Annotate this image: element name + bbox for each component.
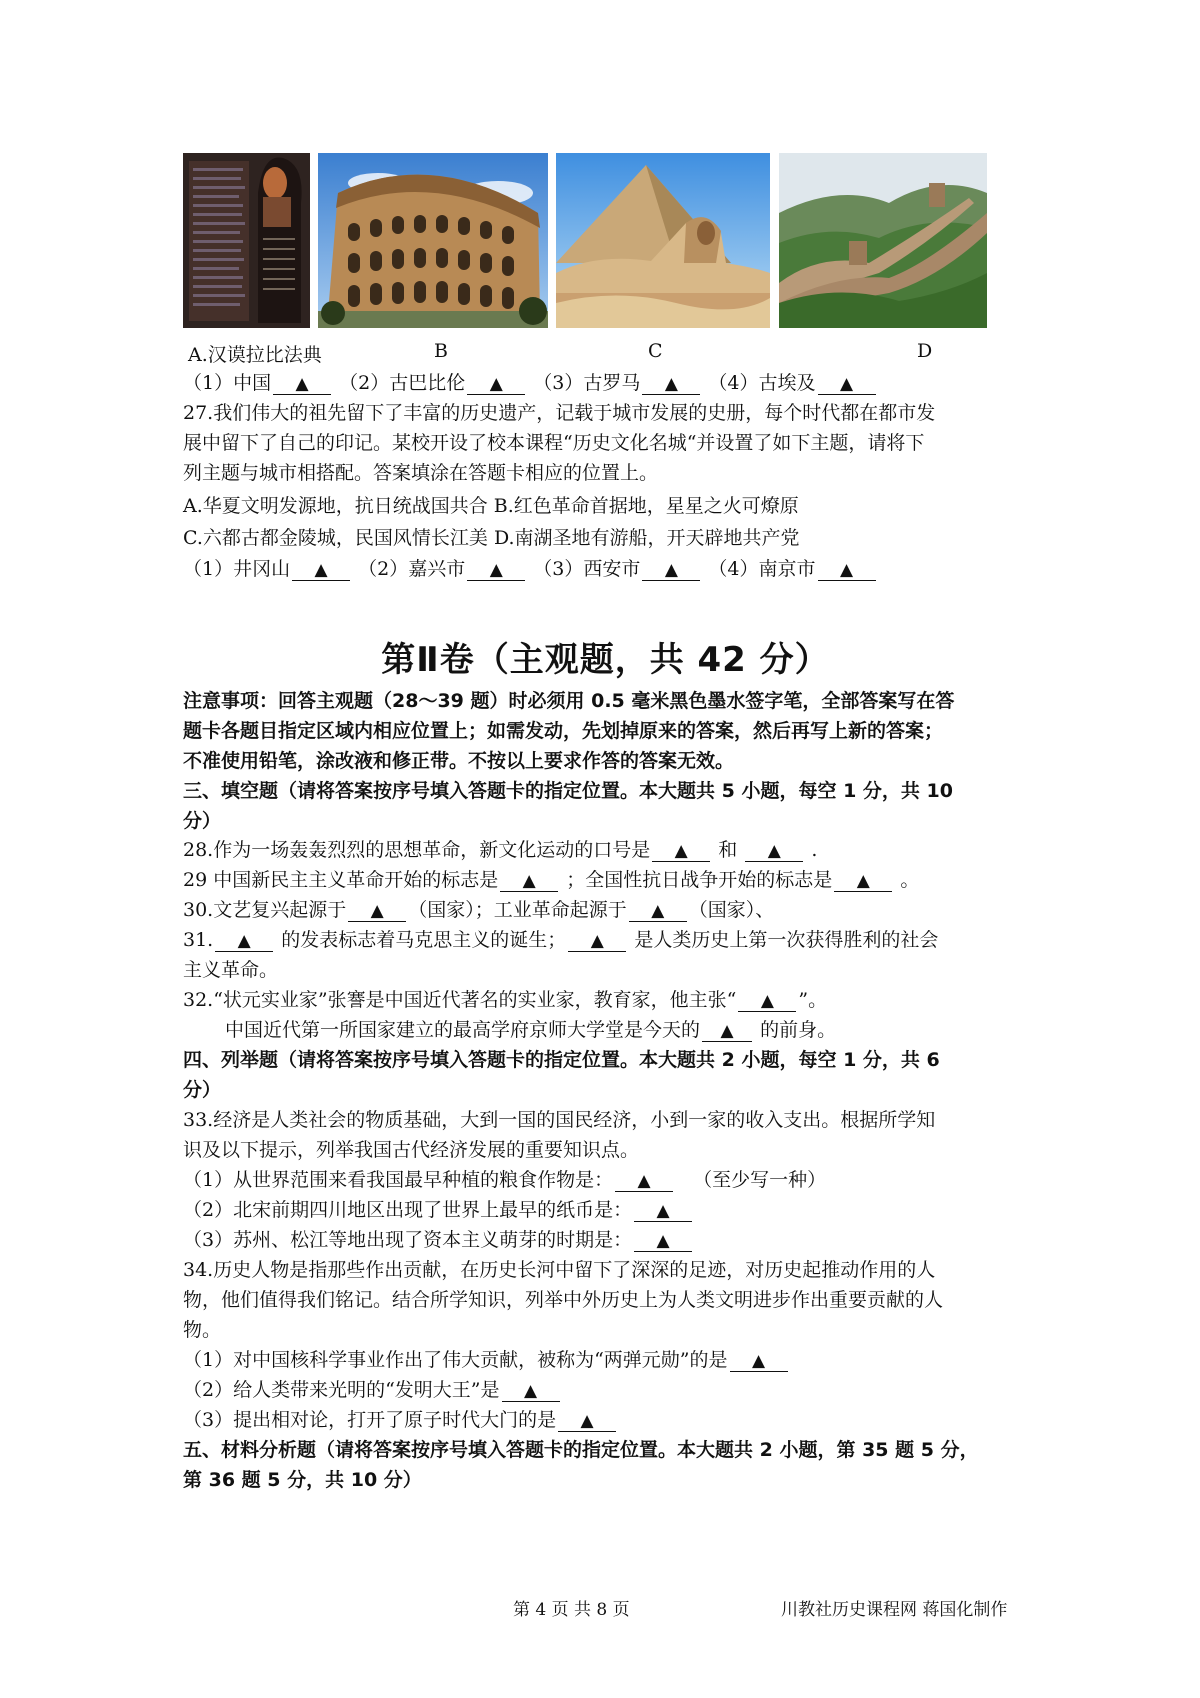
q26-item-4: （4）古埃及	[708, 372, 816, 394]
q28: 28.作为一场轰轰烈烈的思想革命，新文化运动的口号是 ▲ 和 ▲ .	[183, 839, 818, 861]
section-title: 第Ⅱ卷（主观题，共 42 分）	[381, 640, 830, 680]
q27-item-4: （4）南京市	[708, 558, 816, 580]
notice-line-2: 题卡各题目指定区域内相应位置上；如需发动，先划掉原来的答案，然后再写上新的答案；	[183, 720, 944, 742]
q34-line-3: 物。	[183, 1319, 222, 1341]
answer-blank: ▲	[629, 900, 687, 922]
q29: 29 中国新民主主义革命开始的标志是 ▲ ；全国性抗日战争开始的标志是 ▲ 。	[183, 869, 920, 891]
hammurabi-stele-image	[183, 153, 310, 328]
colosseum-image	[318, 153, 548, 328]
q26-answer-line	[183, 371, 878, 395]
q34-line-2: 物，他们值得我们铭记。结合所学知识，列举中外历史上为人类文明进步作出重要贡献的人	[183, 1289, 944, 1311]
caption-b: B	[434, 340, 448, 362]
q27-item-2: （2）嘉兴市	[358, 558, 466, 580]
caption-c: C	[648, 340, 663, 362]
section4-heading: 四、列举题（请将答案按序号填入答题卡的指定位置。本大题共 2 小题，每空 1 分，共 6	[183, 1049, 940, 1071]
q27-answer-line	[183, 557, 878, 581]
answer-blank: ▲	[738, 990, 796, 1012]
q34-sub-2: （2）给人类带来光明的“发明大王”是 ▲	[183, 1378, 562, 1402]
q34-sub-3: （3）提出相对论，打开了原子时代大门的是 ▲	[183, 1408, 618, 1432]
section3-heading-cont: 分）	[183, 810, 222, 832]
q26-item-1: （1）中国	[183, 372, 272, 394]
section5-heading: 五、材料分析题（请将答案按序号填入答题卡的指定位置。本大题共 2 小题，第 35 题 5 分，	[183, 1439, 979, 1461]
colosseum-photo	[318, 153, 548, 328]
q27-line-3: 列主题与城市相搭配。答案填涂在答题卡相应的位置上。	[183, 462, 659, 484]
pyramid-sphinx-photo	[556, 153, 770, 328]
q33-line-1: 33.经济是人类社会的物质基础，大到一国的国民经济，小到一家的收入支出。根据所学知	[183, 1109, 936, 1131]
q27-item-1: （1）井冈山	[183, 558, 291, 580]
answer-blank: ▲	[642, 373, 700, 395]
answer-blank: ▲	[634, 1230, 692, 1252]
answer-blank: ▲	[292, 559, 350, 581]
code-of-hammurabi-stele-photo	[183, 153, 310, 328]
q31-cont: 主义革命。	[183, 959, 279, 981]
pyramid-image	[556, 153, 770, 328]
q27-item-3: （3）西安市	[533, 558, 641, 580]
answer-blank: ▲	[215, 930, 273, 952]
q33-sub-3: （3）苏州、松江等地出现了资本主义萌芽的时期是： ▲	[183, 1228, 694, 1252]
notice-line-1: 注意事项：回答主观题（28～39 题）时必须用 0.5 毫米黑色墨水签字笔，全部答案写在答	[183, 690, 955, 712]
q27-line-1: 27.我们伟大的祖先留下了丰富的历史遗产，记载于城市发展的史册，每个时代都在都市发	[183, 402, 936, 424]
answer-blank: ▲	[568, 930, 626, 952]
q32-line-2: 中国近代第一所国家建立的最高学府京师大学堂是今天的 ▲ 的前身。	[225, 1019, 837, 1041]
answer-blank: ▲	[730, 1350, 788, 1372]
q33-sub-1: （1）从世界范围来看我国最早种植的粮食作物是： ▲ （至少写一种）	[183, 1169, 827, 1191]
answer-blank: ▲	[702, 1020, 752, 1042]
caption-a: A.汉谟拉比法典	[188, 344, 322, 366]
q27-option-ab: A.华夏文明发源地，抗日统战国共合 B.红色革命首据地，星星之火可燎原	[183, 495, 799, 517]
answer-blank: ▲	[834, 870, 892, 892]
footer-credit: 川教社历史课程网 蒋国化制作	[781, 1600, 1008, 1620]
answer-blank: ▲	[818, 373, 876, 395]
q33-line-2: 识及以下提示，列举我国古代经济发展的重要知识点。	[183, 1139, 640, 1161]
answer-blank: ▲	[615, 1170, 673, 1192]
q27-option-cd: C.六都古都金陵城，民国风情长江美 D.南湖圣地有游船，开天辟地共产党	[183, 527, 800, 549]
q27-line-2: 展中留下了自己的印记。某校开设了校本课程“历史文化名城“并设置了如下主题，请将下	[183, 432, 925, 454]
section4-heading-cont: 分）	[183, 1079, 222, 1101]
section5-heading-cont: 第 36 题 5 分，共 10 分）	[183, 1469, 422, 1491]
q34-line-1: 34.历史人物是指那些作出贡献，在历史长河中留下了深深的足迹，对历史起推动作用的人	[183, 1259, 936, 1281]
caption-d: D	[917, 340, 933, 362]
q34-sub-1: （1）对中国核科学事业作出了伟大贡献，被称为“两弹元勋”的是 ▲	[183, 1348, 790, 1372]
answer-blank: ▲	[818, 559, 876, 581]
answer-blank: ▲	[467, 373, 525, 395]
great-wall-image	[779, 153, 987, 328]
answer-blank: ▲	[642, 559, 700, 581]
q32: 32.“状元实业家”张謇是中国近代著名的实业家，教育家，他主张“ ▲ ”。	[183, 989, 828, 1011]
great-wall-photo	[779, 153, 987, 328]
answer-blank: ▲	[502, 1380, 560, 1402]
page-number: 第 4 页 共 8 页	[513, 1600, 630, 1620]
section3-heading: 三、填空题（请将答案按序号填入答题卡的指定位置。本大题共 5 小题，每空 1 分，共 10	[183, 780, 953, 802]
answer-blank: ▲	[634, 1200, 692, 1222]
answer-blank: ▲	[273, 373, 331, 395]
q31: 31. ▲ 的发表标志着马克思主义的诞生； ▲ 是人类历史上第一次获得胜利的社会	[183, 929, 939, 951]
answer-blank: ▲	[348, 900, 406, 922]
q26-item-3: （3）古罗马	[533, 372, 641, 394]
q30: 30.文艺复兴起源于 ▲ （国家）；工业革命起源于 ▲ （国家）、	[183, 899, 775, 921]
answer-blank: ▲	[745, 840, 803, 862]
q33-sub-2: （2）北宋前期四川地区出现了世界上最早的纸币是： ▲	[183, 1198, 694, 1222]
notice-line-3: 不准使用铅笔，涂改液和修正带。不按以上要求作答的答案无效。	[183, 750, 735, 772]
answer-blank: ▲	[558, 1410, 616, 1432]
answer-blank: ▲	[652, 840, 710, 862]
answer-blank: ▲	[467, 559, 525, 581]
q26-item-2: （2）古巴比伦	[339, 372, 466, 394]
answer-blank: ▲	[500, 870, 558, 892]
